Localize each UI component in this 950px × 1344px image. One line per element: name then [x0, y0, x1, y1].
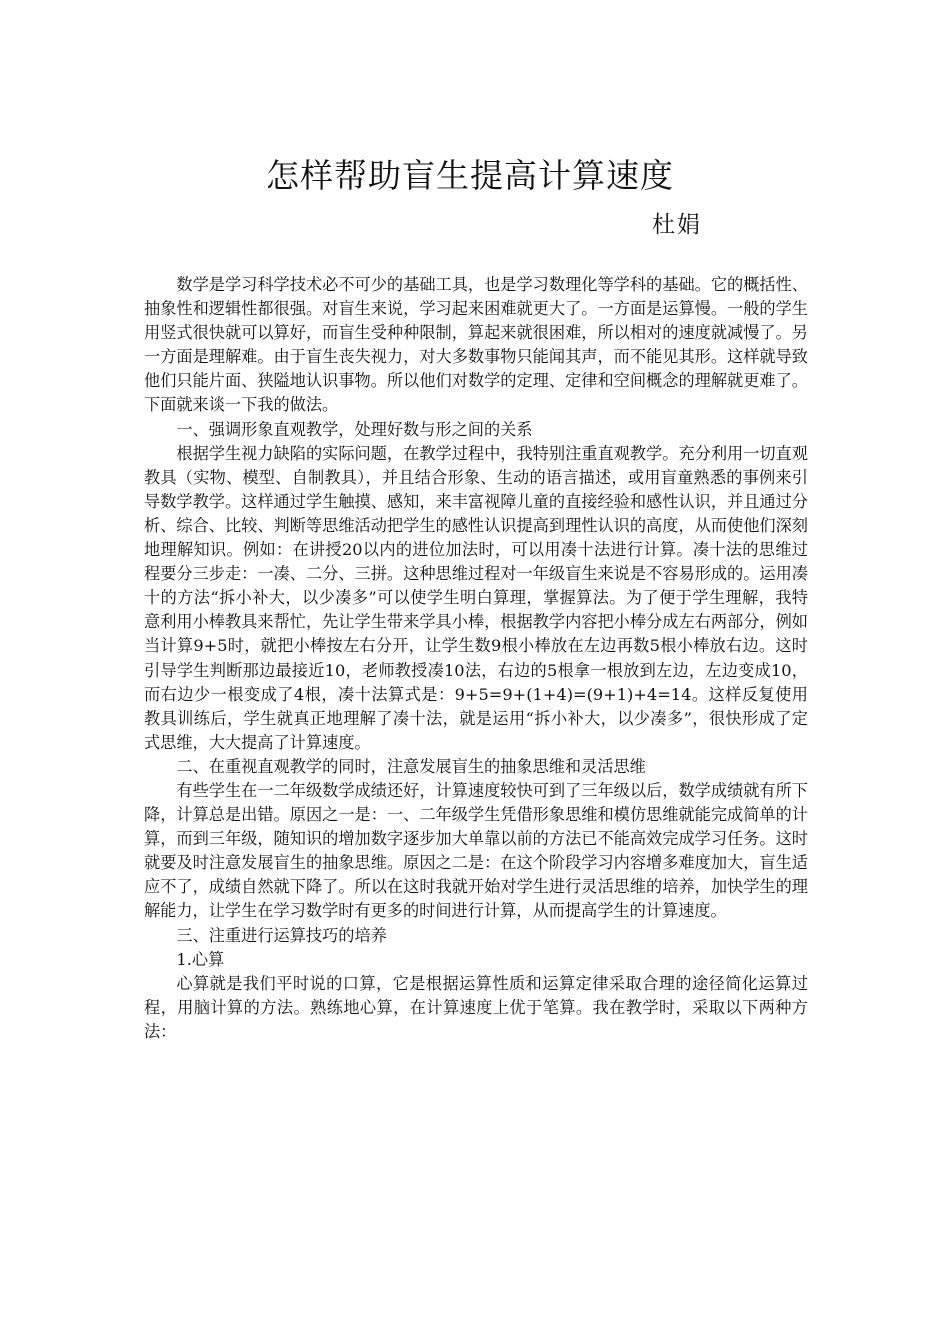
- paragraph-intro: 数学是学习科学技术必不可少的基础工具，也是学习数理化等学科的基础。它的概括性、抽象性和逻辑性都很强。对盲生来说，学习起来困难就更大了。一方面是运算慢。一般的学生用竖式很快就可以算好，而盲生受种种限制，算起来就很困难，所以相对的速度就减慢了。另一方面是理解难。由于盲生丧失视力，对大多数事物只能闻其声，而不能见其形。这样就导致他们只能片面、狭隘地认识事物。所以他们对数学的定理、定律和空间概念的理解就更难了。下面就来谈一下我的做法。: [144, 275, 808, 415]
- document-title: 怎样帮助盲生提高计算速度: [266, 156, 674, 195]
- paragraph-subsection-1: 心算就是我们平时说的口算，它是根据运算性质和运算定律采取合理的途径简化运算过程，用脑计算的方法。熟练地心算，在计算速度上优于笔算。我在教学时，采取以下两种方法：: [144, 973, 808, 1041]
- document-body: [144, 273, 808, 1044]
- section-heading-3: 三、注重进行运算技巧的培养: [176, 925, 387, 945]
- subsection-heading-1: 1.心算: [176, 949, 225, 969]
- paragraph-section-2: 有些学生在一二年级数学成绩还好，计算速度较快可到了三年级以后，数学成绩就有所下降，计算总是出错。原因之一是：一、二年级学生凭借形象思维和模仿思维就能完成简单的计算，而到三年级，随知识的增加数字逐步加大单靠以前的方法已不能高效完成学习任务。这时就要及时注意发展盲生的抽象思维。原因之二是：在这个阶段学习内容增多难度加大，盲生适应不了，成绩自然就下降了。所以在这时我就开始对学生进行灵活思维的培养，加快学生的理解能力，让学生在学习数学时有更多的时间进行计算，从而提高学生的计算速度。: [144, 780, 808, 921]
- document-author: 杜娟: [652, 212, 702, 238]
- section-heading-2: 二、在重视直观教学的同时，注意发展盲生的抽象思维和灵活思维: [176, 756, 646, 776]
- paragraph-section-1: 根据学生视力缺陷的实际问题，在教学过程中，我特别注重直观教学。充分利用一切直观教具（实物、模型、自制教具），并且结合形象、生动的语言描述，或用盲童熟悉的事例来引导数学教学。这样通过学生触摸、感知，来丰富视障儿童的直接经验和感性认识，并且通过分析、综合、比较、判断等思维活动把学生的感性认识提高到理性认识的高度，从而使他们深刻地理解知识。例如：在讲授20以内的进位加法时，可以用凑十法进行计算。凑十法的思维过程要分三步走：一凑、二分、三拼。这种思维过程对一年级盲生来说是不容易形成的。运用凑十的方法“拆小补大，以少凑多”可以使学生明白算理，掌握算法。为了便于学生理解，我特意利用小棒教具来帮忙，先让学生带来学具小棒，根据教学内容把小棒分成左右两部分，例如当计算9+5时，就把小棒按左右分开，让学生数9根小棒放在左边再数5根小棒放右边。这时引导学生判断那边最接近10，老师教授凑10法，右边的5根拿一根放到左边，左边变成10，而右边少一根变成了4根，凑十法算式是：9+5=9+(1+4)=(9+1)+4=14。这样反复使用教具训练后，学生就真正地理解了凑十法，就是运用“拆小补大，以少凑多”，很快形成了定式思维，大大提高了计算速度。: [144, 443, 808, 752]
- section-heading-1: 一、强调形象直观教学，处理好数与形之间的关系: [176, 419, 533, 439]
